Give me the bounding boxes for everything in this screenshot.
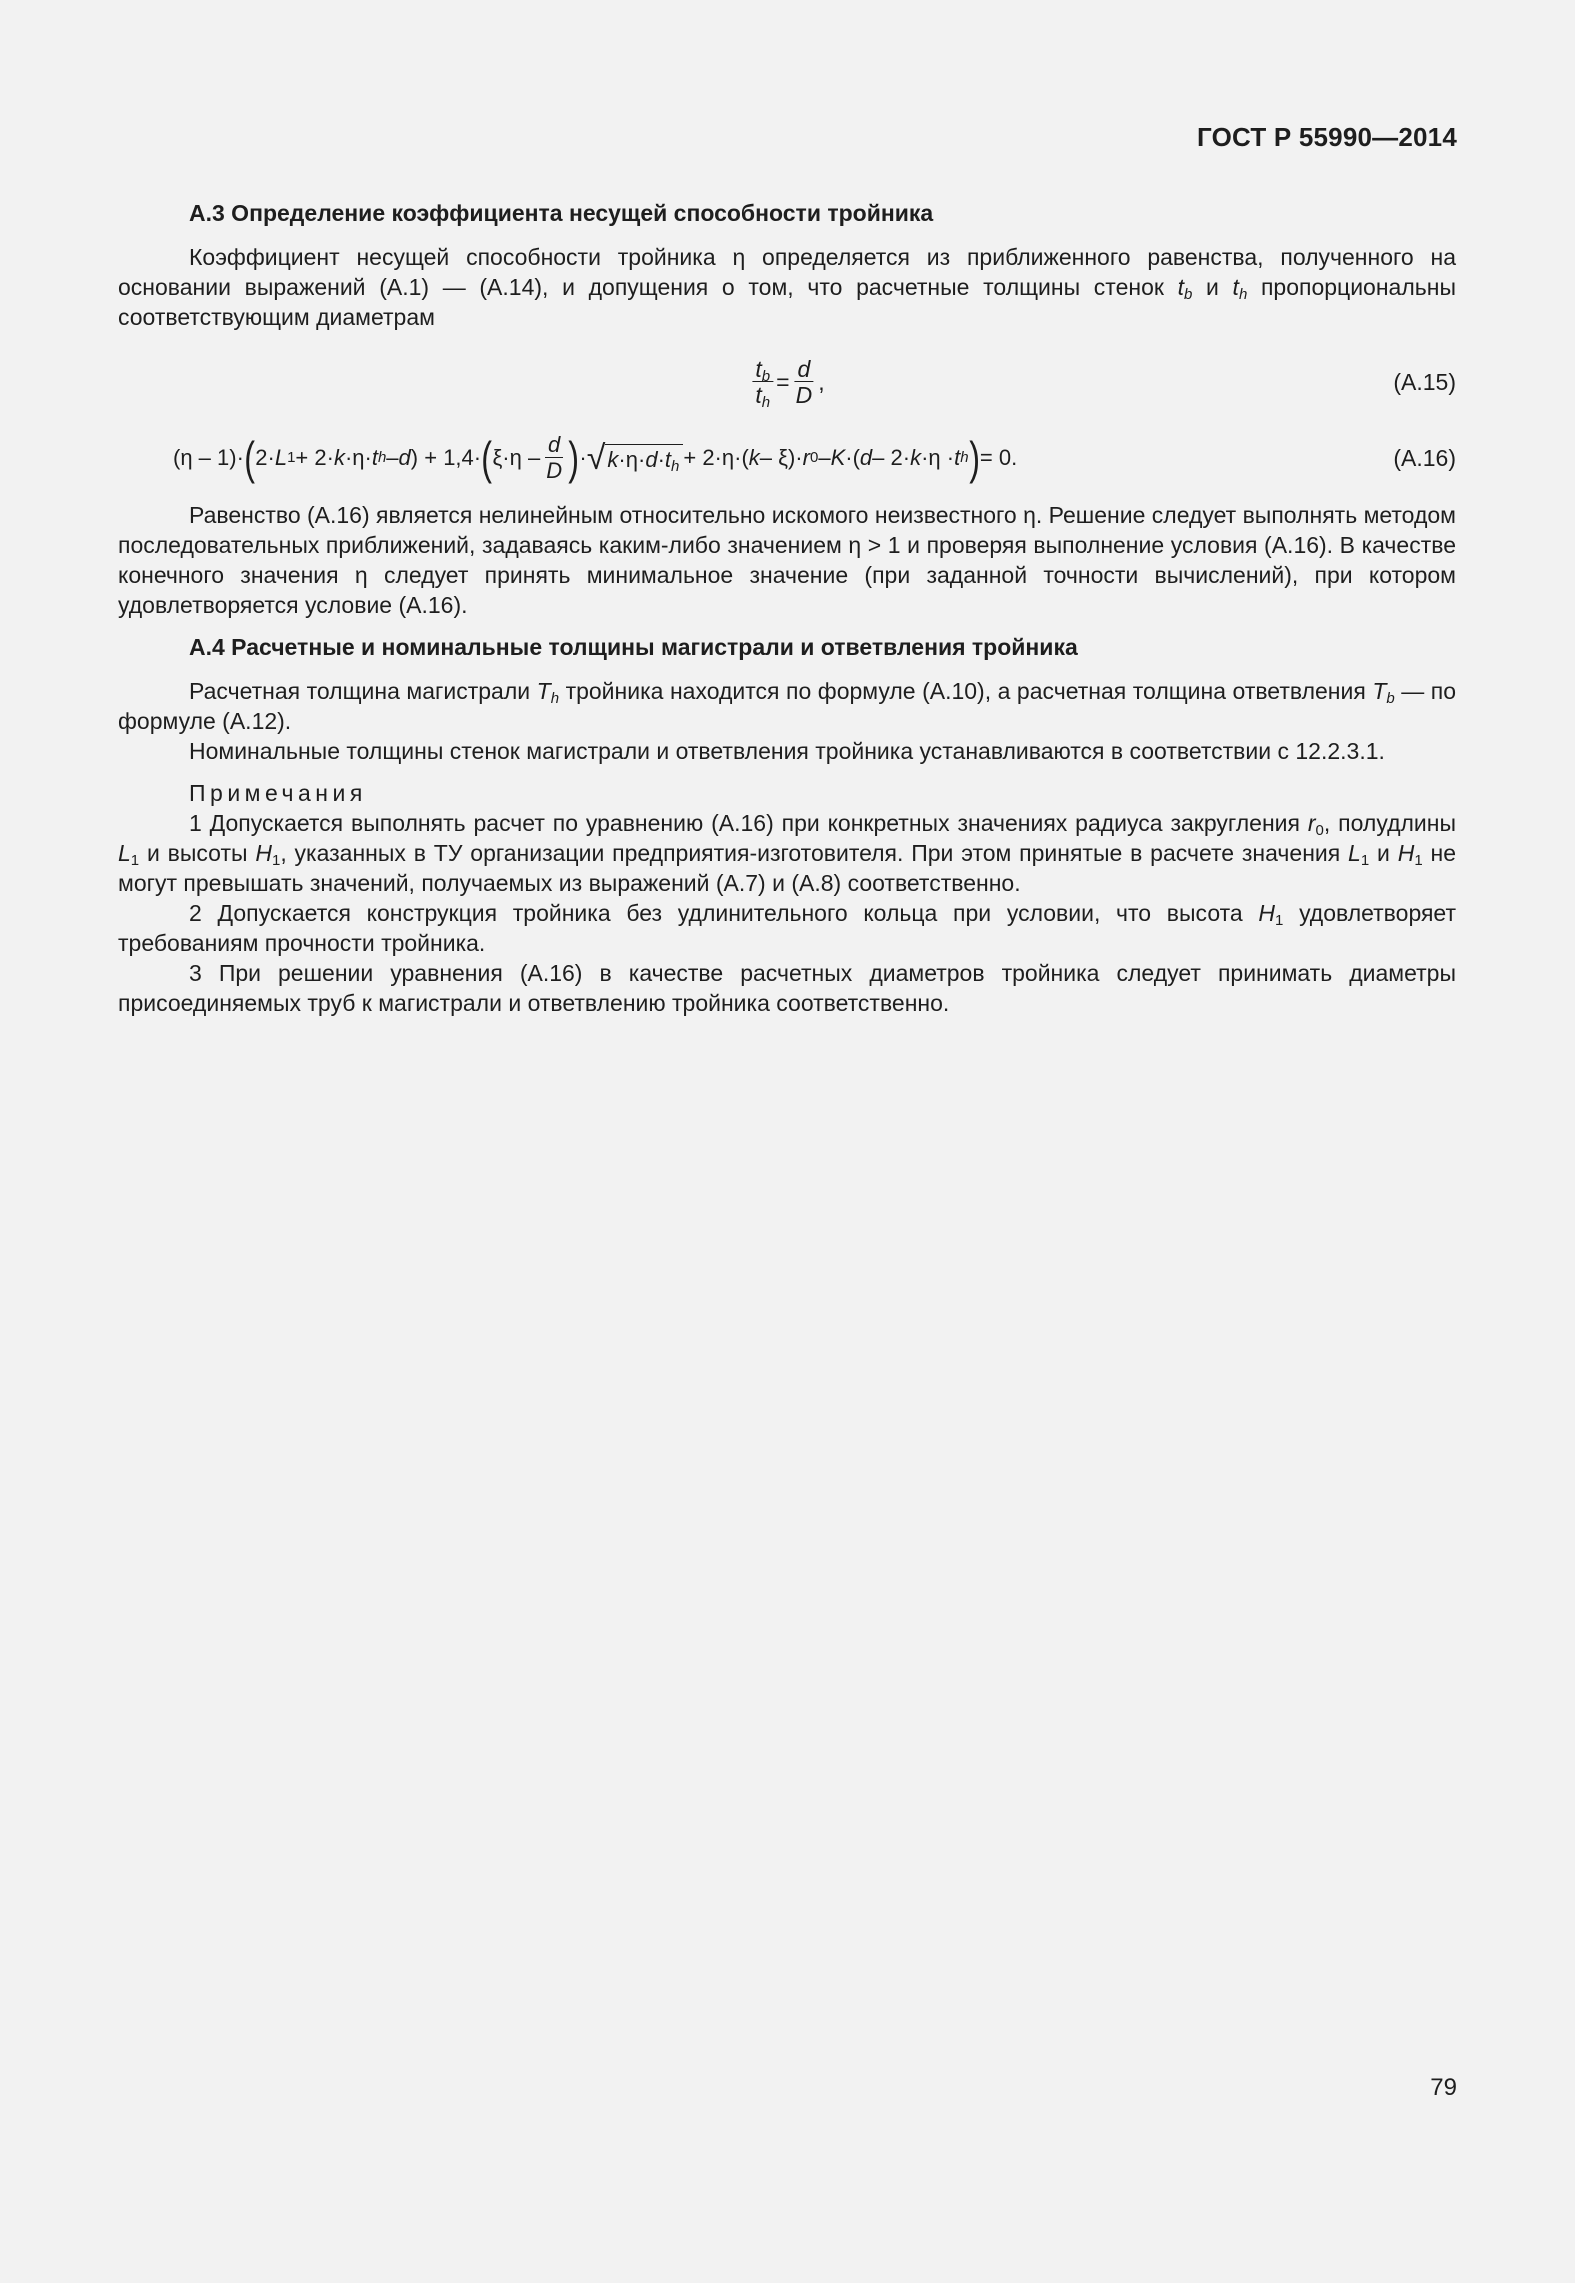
square-root: √ $k\cdot\eta\cdot d\cdot t_h$: [587, 441, 684, 475]
equation-number-a15: (А.15): [1393, 369, 1456, 395]
section-a3-title: А.3 Определение коэффициента несущей способности тройника: [189, 200, 934, 226]
notes-heading: Примечания: [189, 780, 367, 806]
equation-number-a16: (А.16): [1393, 445, 1456, 471]
page-content: [118, 198, 1456, 1018]
formula-a16: [118, 426, 1456, 490]
note-3: 3 При решении уравнения (А.16) в качестве расчетных диаметров тройника следует принимать диаметры присоединяемых труб к магистрали и ответвлению тройника соответственно.: [118, 960, 1456, 1016]
section-a4-title: А.4 Расчетные и номинальные толщины магистрали и ответвления тройника: [189, 634, 1078, 660]
fraction-d-D: $\frac{d}{D}$: [795, 355, 813, 408]
fraction-tb-th: $\frac{t_b}{t_h}$: [752, 357, 773, 408]
section-a4-paragraph-1: Расчетная толщина магистрали $T_h$ тройника находится по формуле (А.10), а расчетная толщина ответвления $T_b$ — по формуле (А.12).: [118, 678, 1457, 734]
section-a3-paragraph-2: Равенство (А.16) является нелинейным относительно искомого неизвестного η. Решение следует выполнять методом последовательных приближений, задаваясь каким-либо значением η > 1 и проверяя выполнение условия (А.16). В качестве конечного значения η следует принять минимальное значение (при заданной точности вычислений), при котором удовлетворяется условие (А.16).: [118, 502, 1456, 618]
document-code-header: ГОСТ Р 55990—2014: [1197, 122, 1457, 152]
note-1: 1 Допускается выполнять расчет по уравнению (А.16) при конкретных значениях радиуса закругления $r_0$, полудлины $L_1$ и высоты $H_1$, указанных в ТУ организации предприятия-изготовителя. При этом принятые в расчете значения $L_1$ и $H_1$ не могут превышать значений, получаемых из выражений (А.7) и (А.8) соответственно.: [118, 810, 1456, 896]
formula-a16-body: (η – 1)· ( 2· L 1 + 2· k ·η· t h – d ) + 1,4· ( ξ·η – $\frac{d}{D}$ ) · √ $k\cdot\eta\cdot d\cdot t_h$ + 2·η·( k – ξ)· r 0 – K ·( d – 2· k ·η · t h ) = 0.: [173, 431, 1018, 484]
formula-a15-body: $\frac{t_b}{t_h}$ = $\frac{d}{D}$ ,: [749, 352, 824, 412]
fraction-d-D-a16: $\frac{d}{D}$: [546, 431, 563, 483]
formula-a15: [118, 352, 1456, 412]
section-a4-paragraph-2: Номинальные толщины стенок магистрали и ответвления тройника устанавливаются в соответствии с 12.2.3.1.: [189, 738, 1385, 764]
section-a3-paragraph-1: Коэффициент несущей способности тройника η определяется из приближенного равенства, полученного на основании выражений (А.1) — (А.14), и допущения о том, что расчетные толщины стенок $t_b$ и $t_h$ пропорциональны соответствующим диаметрам: [118, 244, 1456, 330]
note-2: 2 Допускается конструкция тройника без удлинительного кольца при условии, что высота $H_1$ удовлетворяет требованиям прочности тройника.: [118, 900, 1456, 956]
page-number: 79: [1430, 2074, 1457, 2101]
